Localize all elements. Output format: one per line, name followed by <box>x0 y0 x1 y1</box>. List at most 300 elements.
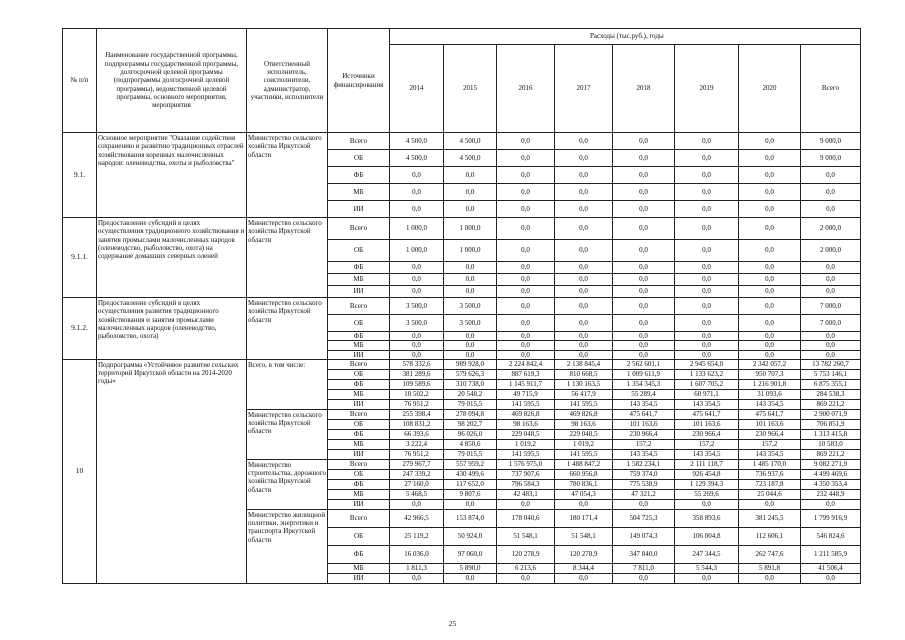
year-value: 20 548,2 <box>444 389 497 399</box>
funding-source: МБ <box>328 563 390 573</box>
header-year: 2015 <box>444 45 497 133</box>
total-value: 4 350 353,4 <box>801 479 861 489</box>
year-value: 101 163,6 <box>675 419 739 429</box>
year-value: 5 890,0 <box>444 563 497 573</box>
funding-source: МБ <box>328 489 390 499</box>
year-value: 0,0 <box>675 167 739 184</box>
year-value: 0,0 <box>675 150 739 167</box>
year-value: 2 342 057,2 <box>739 359 801 369</box>
year-value: 50 924,0 <box>444 527 497 545</box>
table-row <box>63 359 861 369</box>
year-value: 0,0 <box>497 218 555 240</box>
total-value: 0,0 <box>801 499 861 509</box>
year-value: 475 641,7 <box>739 409 801 419</box>
year-value: 149 074,3 <box>613 527 675 545</box>
funding-source: ФБ <box>328 479 390 489</box>
year-value: 1 582 234,1 <box>613 459 675 469</box>
year-value: 66 393,6 <box>390 429 444 439</box>
header-year: 2019 <box>675 45 739 133</box>
year-value: 279 967,7 <box>390 459 444 469</box>
year-value: 0,0 <box>739 184 801 201</box>
funding-source: Всего <box>328 298 390 315</box>
item-name: Предоставление субсидий в целях осуществления традиционного хозяйствования и занятия промыслами малочисленных народов (оленеводство, рыболовство, охота) на содержание домашних северных оленей <box>97 218 247 298</box>
year-value: 0,0 <box>555 573 613 583</box>
row-number: 10 <box>63 359 97 583</box>
total-value: 1 313 415,8 <box>801 429 861 439</box>
year-value: 143 354,5 <box>613 399 675 409</box>
total-value: 869 221,2 <box>801 449 861 459</box>
year-value: 0,0 <box>444 286 497 298</box>
year-value: 0,0 <box>444 499 497 509</box>
total-value: 0,0 <box>801 167 861 184</box>
year-value: 1 000,0 <box>444 218 497 240</box>
year-value: 0,0 <box>675 133 739 150</box>
year-value: 143 354,5 <box>739 449 801 459</box>
year-value: 230 966,4 <box>613 429 675 439</box>
year-value: 0,0 <box>675 499 739 509</box>
year-value: 0,0 <box>739 341 801 350</box>
total-value: 2 000,0 <box>801 218 861 240</box>
year-value: 0,0 <box>613 218 675 240</box>
year-value: 157,2 <box>613 439 675 449</box>
funding-source: Всего <box>328 459 390 469</box>
responsible-executor: Министерство сельского хозяйства Иркутской области <box>247 409 328 459</box>
year-value: 0,0 <box>739 315 801 332</box>
item-name: Подпрограмма «Устойчивое развитие сельских территорий Иркутской области на 2014-2020 годы» <box>97 359 247 583</box>
total-value: 0,0 <box>801 201 861 218</box>
total-value: 6 875 355,1 <box>801 379 861 389</box>
year-value: 579 626,3 <box>444 369 497 379</box>
year-value: 989 928,0 <box>444 359 497 369</box>
year-value: 108 831,2 <box>390 419 444 429</box>
year-value: 0,0 <box>675 315 739 332</box>
year-value: 759 374,0 <box>613 469 675 479</box>
year-value: 4 500,0 <box>444 133 497 150</box>
funding-source: ИИ <box>328 286 390 298</box>
header-name: Наименование государственной программы, подпрограммы государственной программы, долгосрочной целевой программы (подпрограммы долгосрочной целевой программы), ведомственной целевой программы, основного мероприятия, мероприятия <box>97 29 247 133</box>
year-value: 27 160,0 <box>390 479 444 489</box>
year-value: 143 354,5 <box>739 399 801 409</box>
year-value: 0,0 <box>613 133 675 150</box>
year-value: 0,0 <box>555 262 613 274</box>
year-value: 143 354,5 <box>675 449 739 459</box>
year-value: 178 040,6 <box>497 509 555 527</box>
funding-source: ФБ <box>328 262 390 274</box>
header-total: Всего <box>801 45 861 133</box>
year-value: 0,0 <box>739 350 801 359</box>
header-year: 2014 <box>390 45 444 133</box>
year-value: 0,0 <box>555 184 613 201</box>
year-value: 153 874,0 <box>444 509 497 527</box>
total-value: 10 583,0 <box>801 439 861 449</box>
year-value: 0,0 <box>675 286 739 298</box>
year-value: 0,0 <box>390 499 444 509</box>
funding-source: МБ <box>328 184 390 201</box>
year-value: 98 163,6 <box>555 419 613 429</box>
year-value: 0,0 <box>613 573 675 583</box>
year-value: 887 619,3 <box>497 369 555 379</box>
year-value: 0,0 <box>555 332 613 341</box>
year-value: 0,0 <box>613 286 675 298</box>
year-value: 51 548,1 <box>497 527 555 545</box>
year-value: 0,0 <box>613 262 675 274</box>
total-value: 5 753 146,1 <box>801 369 861 379</box>
year-value: 736 937,6 <box>739 469 801 479</box>
funding-source: ОБ <box>328 240 390 262</box>
year-value: 31 093,6 <box>739 389 801 399</box>
year-value: 0,0 <box>444 201 497 218</box>
year-value: 0,0 <box>675 573 739 583</box>
year-value: 47 054,3 <box>555 489 613 499</box>
year-value: 98 202,7 <box>444 419 497 429</box>
year-value: 1 576 975,0 <box>497 459 555 469</box>
year-value: 0,0 <box>497 499 555 509</box>
funding-source: МБ <box>328 439 390 449</box>
responsible-executor: Всего, в том числе: <box>247 359 328 409</box>
row-number: 9.1.2. <box>63 298 97 360</box>
funding-source: Всего <box>328 359 390 369</box>
year-value: 1 216 901,8 <box>739 379 801 389</box>
year-value: 5 544,3 <box>675 563 739 573</box>
year-value: 0,0 <box>613 341 675 350</box>
total-value: 546 824,6 <box>801 527 861 545</box>
year-value: 0,0 <box>675 341 739 350</box>
year-value: 9 807,6 <box>444 489 497 499</box>
year-value: 0,0 <box>444 274 497 286</box>
total-value: 7 000,0 <box>801 315 861 332</box>
year-value: 0,0 <box>555 167 613 184</box>
year-value: 0,0 <box>390 286 444 298</box>
year-value: 0,0 <box>739 240 801 262</box>
row-number: 9.1. <box>63 133 97 218</box>
year-value: 0,0 <box>444 341 497 350</box>
header-row-top <box>63 29 861 45</box>
year-value: 0,0 <box>613 274 675 286</box>
year-value: 1 488 847,2 <box>555 459 613 469</box>
year-value: 98 163,6 <box>497 419 555 429</box>
year-value: 1 145 911,7 <box>497 379 555 389</box>
funding-source: Всего <box>328 509 390 527</box>
year-value: 0,0 <box>390 332 444 341</box>
year-value: 0,0 <box>739 298 801 315</box>
header-year: 2018 <box>613 45 675 133</box>
funding-source: ФБ <box>328 332 390 341</box>
year-value: 55 289,4 <box>613 389 675 399</box>
item-name: Предоставление субсидий в целях осуществления развития традиционного хозяйствования и занятия промыслами малочисленных народов (оленеводство, рыболовство, охота) <box>97 298 247 360</box>
year-value: 16 036,0 <box>390 545 444 563</box>
year-value: 0,0 <box>444 573 497 583</box>
year-value: 1 000,0 <box>390 218 444 240</box>
year-value: 469 826,8 <box>497 409 555 419</box>
year-value: 47 321,2 <box>613 489 675 499</box>
total-value: 232 448,9 <box>801 489 861 499</box>
total-value: 9 000,0 <box>801 133 861 150</box>
year-value: 796 584,3 <box>497 479 555 489</box>
year-value: 0,0 <box>497 573 555 583</box>
year-value: 0,0 <box>555 133 613 150</box>
year-value: 1 009 611,9 <box>613 369 675 379</box>
funding-source: ИИ <box>328 573 390 583</box>
funding-source: ИИ <box>328 399 390 409</box>
year-value: 2 138 845,4 <box>555 359 613 369</box>
year-value: 0,0 <box>555 274 613 286</box>
year-value: 1 485 170,0 <box>739 459 801 469</box>
funding-source: ОБ <box>328 315 390 332</box>
item-name: Основное мероприятие "Оказание содействия сохранению и развитию традиционных отраслей хозяйствования коренных малочисленных народов: оленеводства, охоты и рыболовства" <box>97 133 247 218</box>
year-value: 112 606,1 <box>739 527 801 545</box>
year-value: 723 187,8 <box>739 479 801 489</box>
funding-source: ИИ <box>328 350 390 359</box>
total-value: 0,0 <box>801 274 861 286</box>
year-value: 97 060,0 <box>444 545 497 563</box>
total-value: 0,0 <box>801 332 861 341</box>
year-value: 230 966,4 <box>739 429 801 439</box>
funding-source: ФБ <box>328 545 390 563</box>
year-value: 0,0 <box>497 240 555 262</box>
year-value: 229 048,5 <box>555 429 613 439</box>
year-value: 1 133 623,2 <box>675 369 739 379</box>
total-value: 1 799 916,9 <box>801 509 861 527</box>
page-number: 25 <box>448 619 457 628</box>
year-value: 0,0 <box>555 240 613 262</box>
funding-source: ОБ <box>328 419 390 429</box>
header-responsible: Ответственный исполнитель, соисполнители, администратор, участники, исполнители <box>247 29 328 133</box>
year-value: 0,0 <box>675 184 739 201</box>
year-value: 8 344,4 <box>555 563 613 573</box>
year-value: 1 000,0 <box>390 240 444 262</box>
year-value: 0,0 <box>739 573 801 583</box>
year-value: 0,0 <box>390 274 444 286</box>
year-value: 4 500,0 <box>390 133 444 150</box>
year-value: 76 951,2 <box>390 399 444 409</box>
year-value: 0,0 <box>613 350 675 359</box>
year-value: 0,0 <box>444 332 497 341</box>
total-value: 2 900 071,9 <box>801 409 861 419</box>
funding-source: Всего <box>328 133 390 150</box>
year-value: 1 811,3 <box>390 563 444 573</box>
year-value: 0,0 <box>555 286 613 298</box>
year-value: 141 595,5 <box>497 399 555 409</box>
year-value: 0,0 <box>497 350 555 359</box>
year-value: 0,0 <box>739 150 801 167</box>
year-value: 0,0 <box>497 315 555 332</box>
funding-source: ОБ <box>328 469 390 479</box>
total-value: 1 211 585,9 <box>801 545 861 563</box>
header-year: 2020 <box>739 45 801 133</box>
year-value: 0,0 <box>555 218 613 240</box>
year-value: 247 344,5 <box>675 545 739 563</box>
year-value: 0,0 <box>613 150 675 167</box>
year-value: 1 019,2 <box>555 439 613 449</box>
year-value: 101 163,6 <box>739 419 801 429</box>
year-value: 810 668,5 <box>555 369 613 379</box>
budget-table-sheet <box>62 28 861 584</box>
year-value: 2 224 842,4 <box>497 359 555 369</box>
year-value: 660 956,8 <box>555 469 613 479</box>
year-value: 0,0 <box>613 184 675 201</box>
year-value: 157,2 <box>675 439 739 449</box>
year-value: 3 500,0 <box>390 298 444 315</box>
year-value: 3 500,0 <box>390 315 444 332</box>
year-value: 469 826,8 <box>555 409 613 419</box>
total-value: 2 000,0 <box>801 240 861 262</box>
year-value: 7 811,0 <box>613 563 675 573</box>
year-value: 51 548,1 <box>555 527 613 545</box>
year-value: 25 044,6 <box>739 489 801 499</box>
year-value: 0,0 <box>555 350 613 359</box>
table-row <box>63 133 861 150</box>
year-value: 0,0 <box>739 332 801 341</box>
year-value: 0,0 <box>739 133 801 150</box>
year-value: 0,0 <box>613 315 675 332</box>
year-value: 0,0 <box>739 286 801 298</box>
year-value: 229 048,5 <box>497 429 555 439</box>
table-row <box>63 218 861 240</box>
year-value: 55 269,6 <box>675 489 739 499</box>
year-value: 0,0 <box>497 167 555 184</box>
year-value: 42 966,5 <box>390 509 444 527</box>
year-value: 0,0 <box>675 350 739 359</box>
responsible-executor: Министерство строительства, дорожного хозяйства Иркутской области <box>247 459 328 509</box>
year-value: 278 094,8 <box>444 409 497 419</box>
year-value: 157,2 <box>739 439 801 449</box>
year-value: 0,0 <box>739 262 801 274</box>
year-value: 4 500,0 <box>390 150 444 167</box>
year-value: 0,0 <box>675 298 739 315</box>
year-value: 76 951,2 <box>390 449 444 459</box>
year-value: 141 595,5 <box>497 449 555 459</box>
year-value: 0,0 <box>444 350 497 359</box>
year-value: 780 836,1 <box>555 479 613 489</box>
year-value: 475 641,7 <box>675 409 739 419</box>
funding-source: ФБ <box>328 429 390 439</box>
year-value: 0,0 <box>497 298 555 315</box>
year-value: 0,0 <box>497 332 555 341</box>
year-value: 262 747,6 <box>739 545 801 563</box>
funding-source: ОБ <box>328 527 390 545</box>
table-row <box>63 298 861 315</box>
total-value: 869 221,2 <box>801 399 861 409</box>
year-value: 0,0 <box>444 184 497 201</box>
year-value: 0,0 <box>555 499 613 509</box>
funding-source: МБ <box>328 389 390 399</box>
row-number: 9.1.1. <box>63 218 97 298</box>
year-value: 141 595,5 <box>555 449 613 459</box>
total-value: 41 506,4 <box>801 563 861 573</box>
year-value: 0,0 <box>390 350 444 359</box>
year-value: 230 966,4 <box>675 429 739 439</box>
year-value: 247 339,2 <box>390 469 444 479</box>
total-value: 284 538,3 <box>801 389 861 399</box>
total-value: 0,0 <box>801 341 861 350</box>
year-value: 117 652,0 <box>444 479 497 489</box>
year-value: 79 015,5 <box>444 449 497 459</box>
year-value: 926 454,8 <box>675 469 739 479</box>
total-value: 4 499 469,6 <box>801 469 861 479</box>
year-value: 0,0 <box>444 262 497 274</box>
year-value: 0,0 <box>555 298 613 315</box>
year-value: 0,0 <box>739 274 801 286</box>
year-value: 0,0 <box>497 150 555 167</box>
year-value: 0,0 <box>613 499 675 509</box>
funding-source: ИИ <box>328 201 390 218</box>
year-value: 381 245,5 <box>739 509 801 527</box>
budget-table <box>62 28 861 584</box>
year-value: 0,0 <box>613 201 675 218</box>
year-value: 2 945 654,0 <box>675 359 739 369</box>
year-value: 3 222,4 <box>390 439 444 449</box>
year-value: 1 129 394,3 <box>675 479 739 489</box>
funding-source: МБ <box>328 341 390 350</box>
year-value: 0,0 <box>739 499 801 509</box>
year-value: 143 354,5 <box>613 449 675 459</box>
year-value: 737 907,6 <box>497 469 555 479</box>
year-value: 0,0 <box>497 341 555 350</box>
year-value: 0,0 <box>497 133 555 150</box>
year-value: 180 171,4 <box>555 509 613 527</box>
year-value: 0,0 <box>613 332 675 341</box>
year-value: 101 163,6 <box>613 419 675 429</box>
year-value: 0,0 <box>613 240 675 262</box>
total-value: 0,0 <box>801 573 861 583</box>
year-value: 4 850,6 <box>444 439 497 449</box>
funding-source: ФБ <box>328 379 390 389</box>
year-value: 0,0 <box>390 201 444 218</box>
year-value: 143 354,5 <box>675 399 739 409</box>
year-value: 381 289,6 <box>390 369 444 379</box>
header-year: 2017 <box>555 45 613 133</box>
header-source: Источники финансирования <box>328 29 390 133</box>
total-value: 0,0 <box>801 286 861 298</box>
year-value: 120 278,9 <box>555 545 613 563</box>
year-value: 475 641,7 <box>613 409 675 419</box>
funding-source: ИИ <box>328 499 390 509</box>
total-value: 9 082 271,9 <box>801 459 861 469</box>
year-value: 109 589,6 <box>390 379 444 389</box>
year-value: 4 500,0 <box>444 150 497 167</box>
funding-source: Всего <box>328 409 390 419</box>
year-value: 0,0 <box>555 341 613 350</box>
funding-source: ОБ <box>328 150 390 167</box>
year-value: 3 500,0 <box>444 298 497 315</box>
year-value: 1 354 345,3 <box>613 379 675 389</box>
year-value: 0,0 <box>739 201 801 218</box>
year-value: 79 015,5 <box>444 399 497 409</box>
total-value: 13 782 260,7 <box>801 359 861 369</box>
year-value: 310 738,0 <box>444 379 497 389</box>
year-value: 0,0 <box>390 573 444 583</box>
total-value: 7 000,0 <box>801 298 861 315</box>
responsible-executor: Министерство сельского хозяйства Иркутской области <box>247 218 328 298</box>
year-value: 96 026,0 <box>444 429 497 439</box>
total-value: 9 000,0 <box>801 150 861 167</box>
total-value: 706 851,9 <box>801 419 861 429</box>
year-value: 0,0 <box>675 240 739 262</box>
year-value: 0,0 <box>497 286 555 298</box>
year-value: 60 971,1 <box>675 389 739 399</box>
year-value: 950 707,3 <box>739 369 801 379</box>
year-value: 10 502,2 <box>390 389 444 399</box>
year-value: 2 562 601,1 <box>613 359 675 369</box>
year-value: 0,0 <box>613 298 675 315</box>
year-value: 358 893,6 <box>675 509 739 527</box>
total-value: 0,0 <box>801 184 861 201</box>
year-value: 0,0 <box>390 341 444 350</box>
year-value: 1 019,2 <box>497 439 555 449</box>
header-expenses: Расходы (тыс.руб.), годы <box>390 29 861 45</box>
year-value: 3 500,0 <box>444 315 497 332</box>
funding-source: Всего <box>328 218 390 240</box>
